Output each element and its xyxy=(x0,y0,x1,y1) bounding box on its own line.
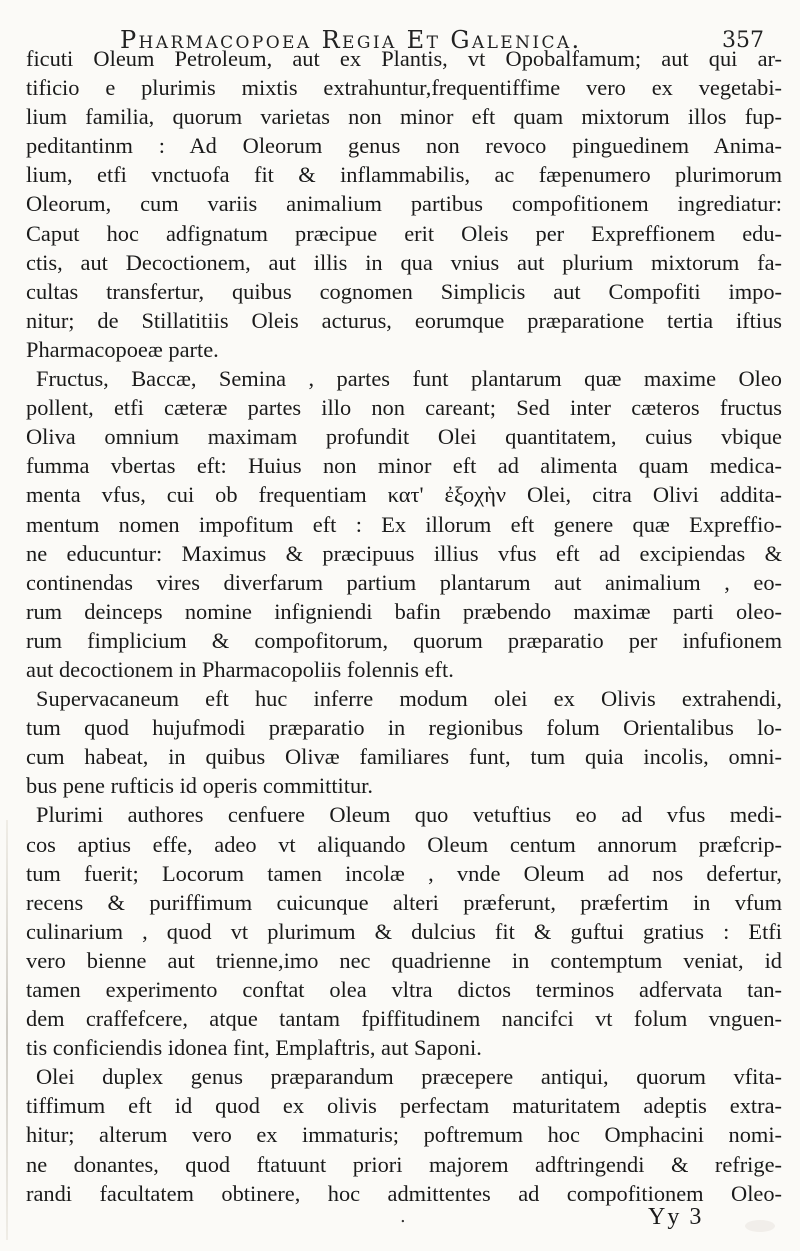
text-line: peditantinm : Ad Oleorum genus non revoco pinguedinem Anima- xyxy=(26,133,782,159)
running-title: Pharmacopoea Regia Et Galenica. xyxy=(120,26,582,54)
text-line: lium familia, quorum varietas non minor eft quam mixtorum illos fup- xyxy=(26,104,782,130)
page-footer xyxy=(0,1204,800,1234)
text-line: tificio e plurimis mixtis extrahuntur,frequentiffime vero ex vegetabi- xyxy=(26,75,782,101)
text-line: cum habeat, in quibus Olivæ familiares funt, tum quia incolis, omni- xyxy=(26,744,782,770)
text-line: ne educuntur: Maximus & præcipuus illius vfus eft ad excipiendas & xyxy=(26,540,782,566)
text-line: aut decoctionem in Pharmacopoliis folennis eft. xyxy=(26,656,454,682)
text-line: pollent, etfi cæteræ partes illo non careant; Sed inter cæteros fructus xyxy=(26,395,782,421)
text-line: hitur; alterum vero ex immaturis; poftremum hoc Omphacini nomi- xyxy=(26,1122,782,1148)
text-line: bus pene rufticis id operis committitur. xyxy=(26,773,373,799)
text-line: menta vfus, cui ob frequentiam κατ' ἐξοχὴν Olei, citra Olivi addita- xyxy=(26,482,782,508)
text-line: cos aptius effe, adeo vt aliquando Oleum centum annorum præfcrip- xyxy=(26,831,782,857)
text-line: tiffimum eft id quod ex olivis perfectam maturitatem adeptis extra- xyxy=(26,1093,782,1119)
text-line: cultas transfertur, quibus cognomen Simplicis aut Compofiti impo- xyxy=(26,278,782,304)
catchword: Yy 3 xyxy=(648,1204,704,1230)
text-line: randi facultatem obtinere, hoc admittentes ad compofitionem Oleo- xyxy=(26,1180,782,1206)
text-line: Pharmacopoeæ parte. xyxy=(26,336,219,362)
text-line: tamen experimento conftat olea vltra dictos terminos adfervata tan- xyxy=(26,977,782,1002)
text-line: nitur; de Stillatitiis Oleis acturus, eorumque præparatione tertia iftius xyxy=(26,307,782,333)
signature-mark: . xyxy=(400,1206,406,1227)
text-line: tis conficiendis idonea fint, Emplaftris, aut Saponi. xyxy=(26,1035,482,1061)
text-line: Fructus, Baccæ, Semina , partes funt plantarum quæ maxime Oleo xyxy=(36,366,782,392)
text-line: vero bienne aut trienne,imo nec quadrienne in contemptum veniat, id xyxy=(26,947,782,973)
text-line: dem craffefcere, atque tantam fpiffitudinem nancifci vt folum vnguen- xyxy=(26,1006,782,1032)
text-line: Oliva omnium maximam profundit Olei quantitatem, cuius vbique xyxy=(26,424,782,450)
text-line: ne donantes, quod ftatuunt priori majorem adftringendi & refrige- xyxy=(26,1151,782,1177)
text-line: culinarium , quod vt plurimum & dulcius fit & guftui gratius : Etfi xyxy=(26,918,782,944)
text-line: Oleorum, cum variis animalium partibus compofitionem ingrediatur: xyxy=(26,191,782,217)
paper-stain xyxy=(745,1220,775,1232)
text-line: rum fimplicium & compofitorum, quorum præparatio per infufionem xyxy=(26,627,782,653)
page-number: 357 xyxy=(722,28,764,53)
text-line: tum fuerit; Locorum tamen incolæ , vnde Oleum ad nos defertur, xyxy=(26,860,782,886)
body-text xyxy=(26,44,782,1208)
text-line: fumma vbertas eft: Huius non minor eft ad alimenta quam medica- xyxy=(26,453,782,479)
text-line: Caput hoc adfignatum præcipue erit Oleis per Expreffionem edu- xyxy=(26,220,782,246)
text-line: mentum nomen impofitum eft : Ex illorum eft genere quæ Expreffio- xyxy=(26,511,782,537)
text-line: lium, etfi vnctuofa fit & inflammabilis, ac fæpenumero plurimorum xyxy=(26,162,782,188)
running-head xyxy=(24,14,782,54)
text-line: Plurimi authores cenfuere Oleum quo vetuftius eo ad vfus medi- xyxy=(36,802,782,828)
text-line: Olei duplex genus præparandum præcepere antiqui, quorum vfita- xyxy=(36,1064,782,1090)
text-line: Supervacaneum eft huc inferre modum olei ex Olivis extrahendi, xyxy=(36,686,782,712)
text-line: continendas vires diverfarum partium plantarum aut animalium , eo- xyxy=(26,569,782,595)
text-line: ficuti Oleum Petroleum, aut ex Plantis, vt Opobalfamum; aut qui ar- xyxy=(26,46,782,71)
text-line: ctis, aut Decoctionem, aut illis in qua vnius aut plurium mixtorum fa- xyxy=(26,249,782,275)
page-edge-shadow xyxy=(6,820,8,1240)
text-line: recens & puriffimum cuicunque alteri præferunt, præfertim in vfum xyxy=(26,889,782,915)
text-line: rum deinceps nomine infigniendi bafin præbendo maximæ parti oleo- xyxy=(26,598,782,624)
text-line: tum quod hujufmodi præparatio in regionibus folum Orientalibus lo- xyxy=(26,715,782,741)
